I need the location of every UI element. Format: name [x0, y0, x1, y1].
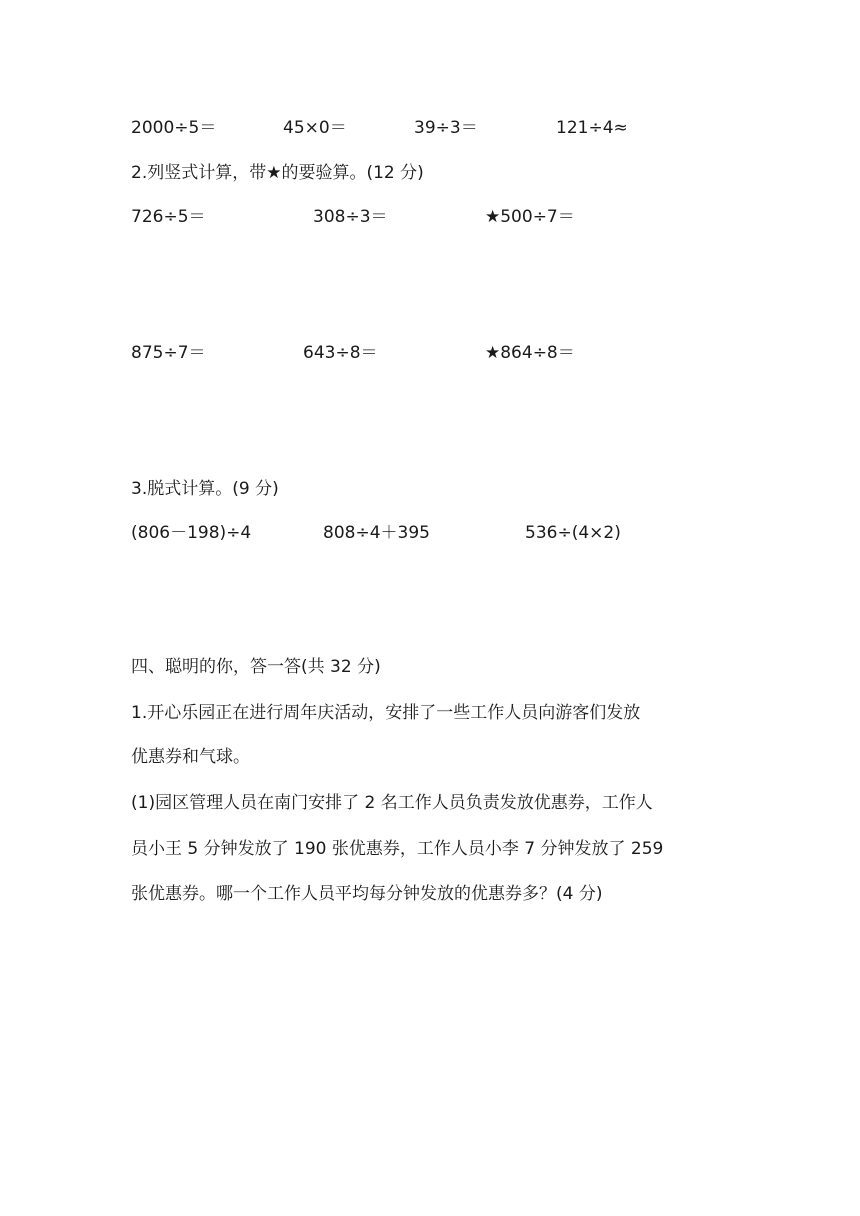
vertical-item: ★500÷7＝	[485, 207, 575, 227]
vertical-item: 726÷5＝	[131, 207, 206, 227]
vertical-calc-heading: 2.列竖式计算，带★的要验算。(12 分)	[131, 163, 424, 183]
subquestion-text: 张优惠券。哪一个工作人员平均每分钟发放的优惠券多？(4 分)	[131, 884, 603, 904]
oral-item: 45×0＝	[283, 118, 347, 138]
vertical-item: 643÷8＝	[303, 343, 378, 363]
oral-item: 2000÷5＝	[131, 118, 217, 138]
stepwise-calc-heading: 3.脱式计算。(9 分)	[131, 479, 279, 499]
section-heading: 四、聪明的你，答一答(共 32 分)	[131, 657, 381, 677]
question-text: 1.开心乐园正在进行周年庆活动，安排了一些工作人员向游客们发放	[131, 703, 641, 723]
stepwise-item: (806－198)÷4	[131, 523, 252, 543]
oral-item: 39÷3＝	[414, 118, 478, 138]
vertical-item: 308÷3＝	[313, 207, 388, 227]
subquestion-text: 员小王 5 分钟发放了 190 张优惠券，工作人员小李 7 分钟发放了 259	[131, 839, 664, 859]
question-text: 优惠券和气球。	[131, 747, 250, 767]
stepwise-item: 808÷4＋395	[323, 523, 430, 543]
stepwise-item: 536÷(4×2)	[525, 523, 621, 543]
vertical-item: 875÷7＝	[131, 343, 206, 363]
vertical-item: ★864÷8＝	[485, 343, 575, 363]
oral-item: 121÷4≈	[556, 118, 628, 138]
subquestion-text: (1)园区管理人员在南门安排了 2 名工作人员负责发放优惠券，工作人	[131, 793, 653, 813]
